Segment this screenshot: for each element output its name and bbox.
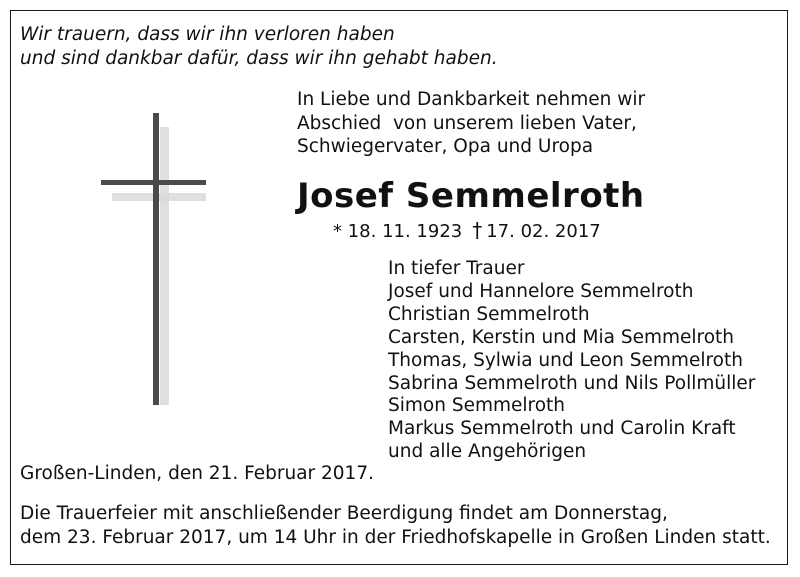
mourner-line: Simon Semmelroth	[388, 395, 566, 417]
place-and-date: Großen-Linden, den 21. Februar 2017.	[20, 463, 374, 484]
motto-line-2: und sind dankbar dafür, dass wir ihn gehabt haben.	[20, 48, 498, 69]
mourner-line: In tiefer Trauer	[388, 258, 525, 279]
intro-line-3: Schwiegervater, Opa und Uropa	[297, 136, 594, 157]
life-dates	[333, 218, 601, 242]
motto-quote	[20, 23, 498, 71]
motto-line-1: Wir trauern, dass wir ihn verloren haben	[20, 24, 395, 45]
birth-date: * 18. 11. 1923	[333, 221, 463, 242]
mourner-line: Thomas, Sylwia und Leon Semmelroth	[388, 349, 743, 371]
intro-text	[297, 88, 645, 159]
intro-line-2: Abschied von unserem lieben Vater,	[297, 112, 637, 134]
cross-shadow-vertical	[160, 127, 169, 405]
funeral-service-info	[20, 502, 771, 550]
cross-horizontal-beam	[101, 180, 206, 185]
mourner-line: Sabrina Semmelroth und Nils Pollmüller	[388, 372, 756, 394]
service-line-2: dem 23. Februar 2017, um 14 Uhr in der Friedhofskapelle in Großen Linden statt.	[20, 527, 771, 548]
cross-vertical-beam	[153, 113, 159, 405]
cross-icon	[90, 113, 206, 405]
mourner-line: Christian Semmelroth	[388, 303, 590, 325]
dagger-icon: †	[472, 218, 483, 242]
mourners-list	[388, 258, 755, 464]
mourner-line: Josef und Hannelore Semmelroth	[388, 280, 694, 302]
death-date: 17. 02. 2017	[486, 221, 601, 242]
mourner-line: Markus Semmelroth und Carolin Kraft	[388, 418, 736, 440]
mourner-line: Carsten, Kerstin und Mia Semmelroth	[388, 326, 735, 348]
deceased-name: Josef Semmelroth	[297, 176, 645, 216]
mourner-line: und alle Angehörigen	[388, 441, 587, 463]
intro-line-1: In Liebe und Dankbarkeit nehmen wir	[297, 89, 646, 110]
service-line-1: Die Trauerfeier mit anschließender Beerdigung findet am Donnerstag,	[20, 503, 668, 524]
